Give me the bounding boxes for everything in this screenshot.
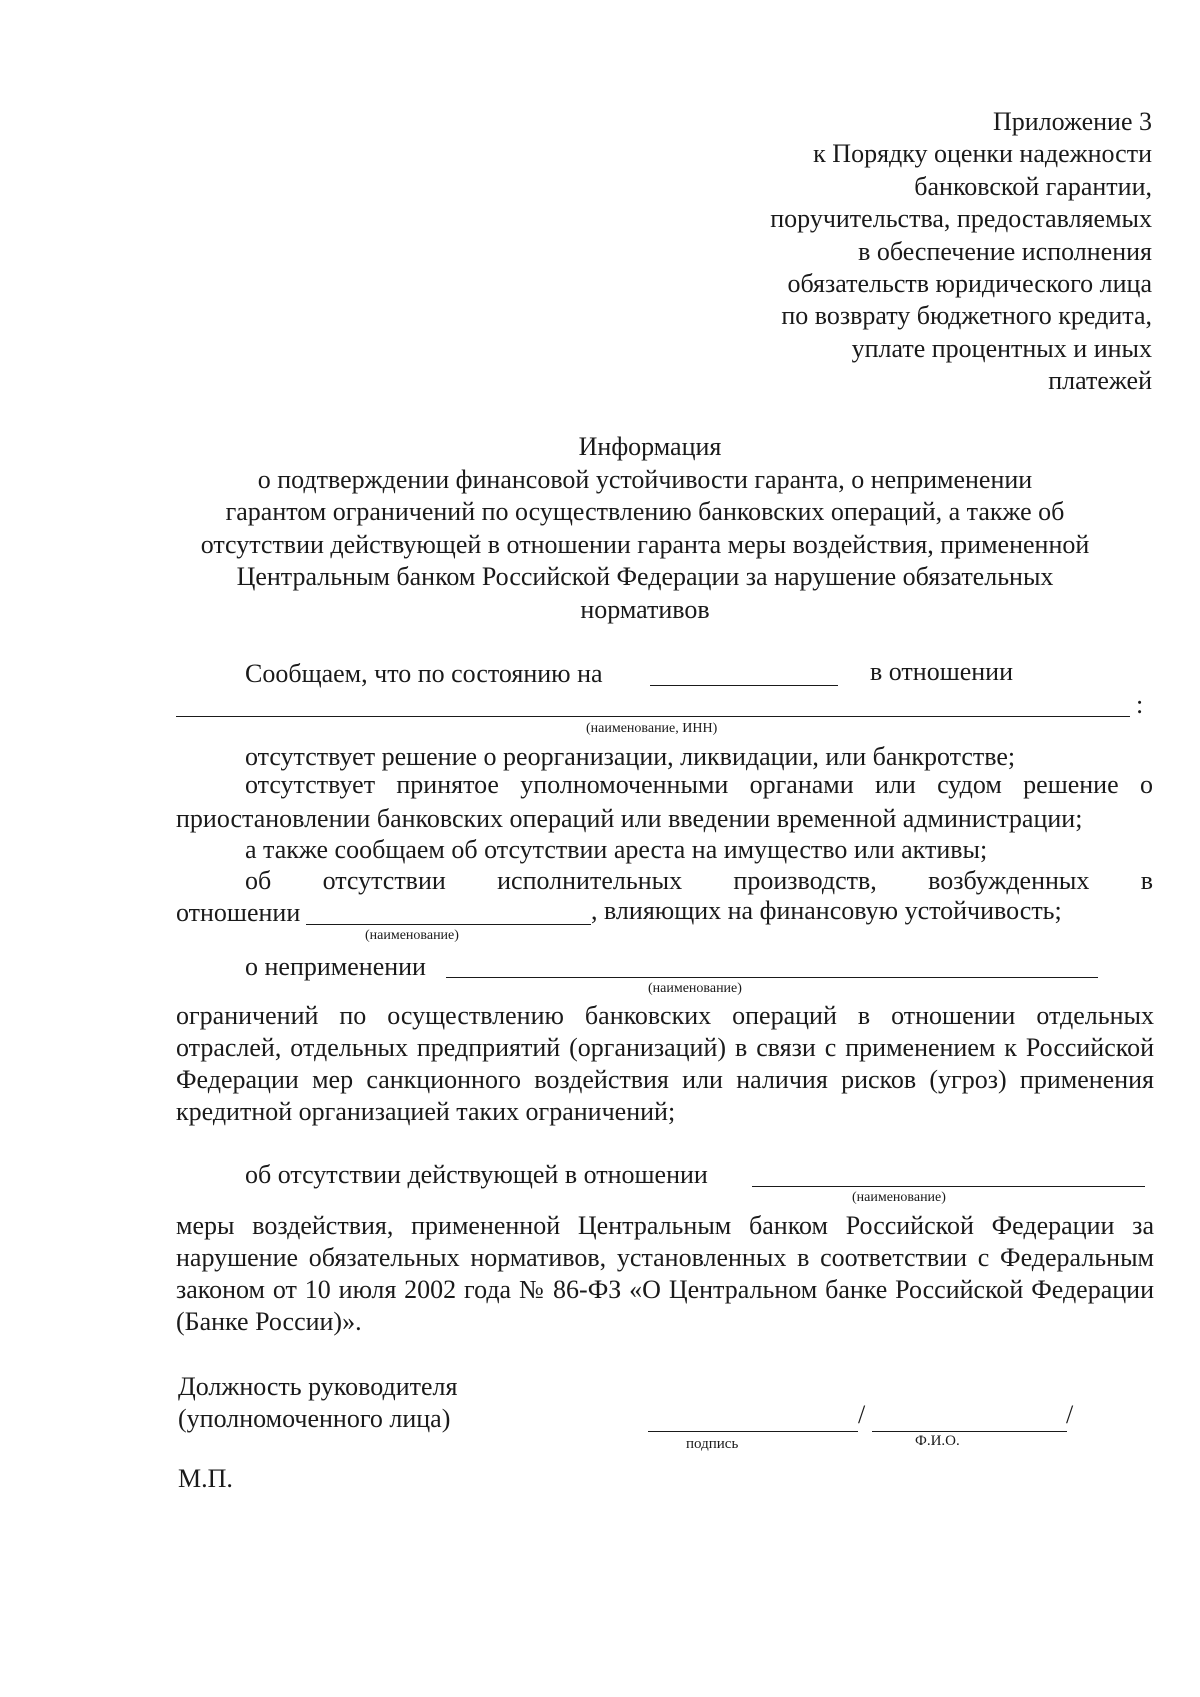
annex-header — [600, 106, 1152, 398]
annex-line: по возврату бюджетного кредита, — [781, 301, 1152, 331]
nonapplication-name-field[interactable] — [446, 977, 1098, 978]
word: органами — [749, 770, 854, 799]
annex-line: к Порядку оценки надежности — [813, 139, 1152, 169]
title-line: о подтверждении финансовой устойчивости гаранта, о неприменении — [257, 465, 1033, 494]
word: принятое — [396, 770, 499, 799]
fio-field[interactable] — [872, 1431, 1067, 1432]
caption-signature: подпись — [686, 1436, 739, 1452]
word: в — [1140, 866, 1153, 895]
document-heading: Информация — [578, 432, 722, 461]
word: отсутствии — [322, 866, 446, 895]
word: или — [874, 770, 916, 799]
item-measure-prefix: об отсутствии действующей в отношении — [245, 1160, 708, 1189]
item-enforcement-line — [245, 866, 1153, 896]
word: судом — [937, 770, 1002, 799]
stamp-mark: М.П. — [178, 1464, 233, 1493]
word: о — [1139, 770, 1153, 799]
report-prefix: Сообщаем, что по состоянию на — [245, 659, 603, 688]
colon: : — [1136, 690, 1144, 719]
word: производств, — [733, 866, 877, 895]
caption-name: (наименование) — [852, 1190, 946, 1205]
word: об — [245, 866, 272, 895]
caption-name-inn: (наименование, ИНН) — [586, 721, 718, 736]
caption-fio: Ф.И.О. — [915, 1433, 960, 1449]
position-line-1: Должность руководителя — [178, 1372, 458, 1401]
item-nonapplication-text: ограничений по осуществлению банковских операций в отношении отдельных отраслей, отдельных предприятий (организаций) в связи с применением к Российской Федерации мер санкционного воздействия или наличия рисков (угроз) применения кредитной организацией таких ограничений; — [176, 1001, 1154, 1126]
position-line-2: (уполномоченного лица) — [178, 1404, 451, 1433]
item-nonapplication-prefix: о неприменении — [245, 952, 426, 981]
word: возбужденных — [928, 866, 1090, 895]
document-title — [170, 464, 1120, 626]
annex-line: Приложение 3 — [992, 107, 1152, 136]
title-line: Центральным банком Российской Федерации за нарушение обязательных — [236, 562, 1054, 592]
word: отсутствует — [245, 770, 376, 799]
item-suspension-cont: приостановлении банковских операций или введении временной администрации; — [176, 804, 1083, 833]
report-suffix: в отношении — [870, 657, 1014, 686]
signature-field[interactable] — [648, 1431, 858, 1432]
item-measure-text: меры воздействия, примененной Центральным банком Российской Федерации за нарушение обязательных нормативов, установленных в соответствии с Федеральным законом от 10 июля 2002 года № 86-ФЗ «О Центральном банке Российской Федерации (Банке России)». — [176, 1211, 1154, 1336]
item-arrest: а также сообщаем об отсутствии ареста на имущество или активы; — [245, 835, 988, 864]
word: решение — [1023, 770, 1119, 799]
name-inn-field[interactable] — [176, 716, 1130, 717]
slash: / — [1066, 1400, 1074, 1429]
title-line: нормативов — [580, 594, 710, 624]
measure-name-field[interactable] — [752, 1186, 1145, 1187]
annex-line: платежей — [1048, 366, 1152, 396]
title-line: отсутствии действующей в отношении гаранта меры воздействия, примененной — [200, 529, 1090, 559]
caption-name: (наименование) — [365, 928, 459, 943]
item-reorganization: отсутствует решение о реорганизации, ликвидации, или банкротстве; — [245, 742, 1016, 771]
caption-name: (наименование) — [648, 981, 742, 996]
word: уполномоченными — [520, 770, 729, 799]
annex-line: уплате процентных и иных — [851, 333, 1152, 363]
slash: / — [858, 1400, 866, 1429]
annex-line: обязательств юридического лица — [787, 269, 1152, 299]
item-enforcement-suffix: , влияющих на финансовую устойчивость; — [591, 896, 1062, 925]
annex-line: поручительства, предоставляемых — [770, 204, 1152, 234]
item-enforcement-prefix: отношении — [176, 898, 301, 927]
enforcement-name-field[interactable] — [306, 924, 591, 925]
title-line: гарантом ограничений по осуществлению банковских операций, а также об — [225, 497, 1065, 527]
annex-line: в обеспечение исполнения — [858, 236, 1152, 266]
date-field[interactable] — [650, 685, 838, 686]
annex-line: банковской гарантии, — [914, 171, 1152, 201]
word: исполнительных — [497, 866, 683, 895]
item-suspension-line — [245, 770, 1153, 800]
